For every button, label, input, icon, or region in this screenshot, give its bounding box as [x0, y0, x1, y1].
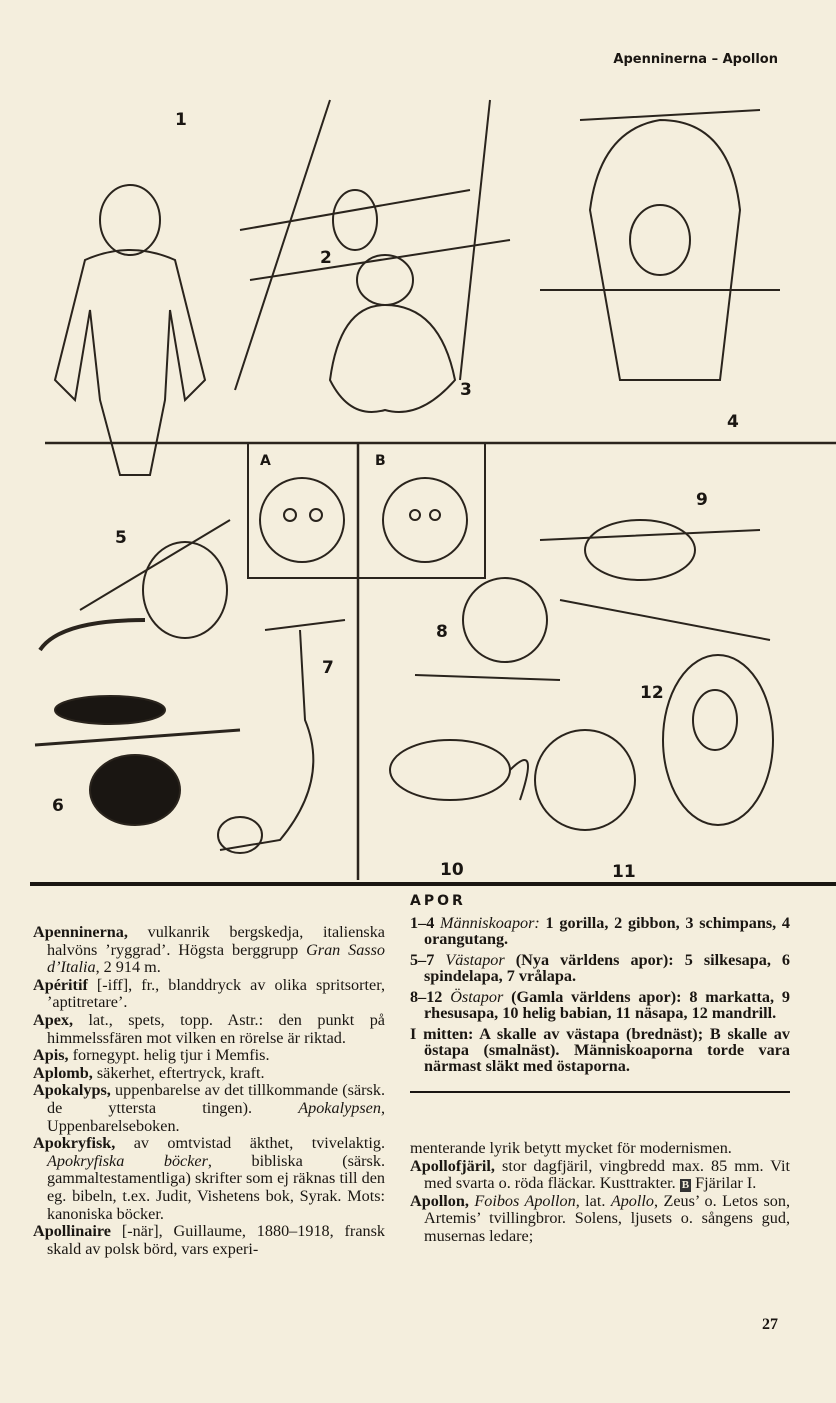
ape-drawings	[0, 80, 836, 885]
figure-label-9: 9	[696, 490, 708, 510]
caption-item: 5–7 Västapor (Nya världens apor): 5 silkesapa, 6 spindelapa, 7 vrålapa.	[410, 950, 791, 985]
chimpanzee-drawing	[330, 255, 455, 412]
figure-label-5: 5	[115, 528, 127, 548]
proboscis-monkey-drawing	[535, 730, 635, 830]
rhesus-drawing	[540, 520, 770, 640]
entry: Apokryfisk, av omtvistad äkthet, tvivelaktig. Apokryfiska böcker, bibliska (särsk. gammaltestamentliga) skrifter som ej räknas till den eg. bibeln, t.ex. Judit, Vishetens bok, Syrak. Mots: kanoniska böcker.	[33, 1134, 385, 1223]
orangutan-drawing	[540, 110, 780, 380]
marmoset-drawing	[40, 520, 230, 650]
apes-illustration	[0, 80, 836, 885]
entry: Apollon, Foibos Apollon, lat. Apollo, Zeus’ o. Letos son, Artemis’ tvillingbror. Solens, ljusets o. sångens gud, musernas ledare;	[410, 1191, 791, 1245]
entry: Aplomb, säkerhet, eftertryck, kraft.	[33, 1063, 265, 1082]
entry: Apis, fornegypt. helig tjur i Memfis.	[33, 1046, 270, 1065]
skull-a-drawing	[260, 478, 344, 562]
figure-label-a: A	[260, 453, 271, 469]
howler-monkey-drawing	[218, 620, 345, 853]
page-number: 27	[762, 1316, 778, 1333]
left-column	[33, 924, 385, 1258]
mandrill-drawing	[663, 655, 773, 825]
caption-title: APOR	[410, 893, 466, 909]
figure-label-8: 8	[436, 622, 448, 642]
running-title: Apenninerna – Apollon	[613, 52, 778, 67]
caption-item: 1–4 Människoapor: 1 gorilla, 2 gibbon, 3 schimpans, 4 orangutang.	[410, 913, 790, 948]
spider-monkey-drawing	[35, 696, 240, 825]
entry: Apollinaire [-när], Guillaume, 1880–1918, fransk skald av polsk börd, vars experi-	[33, 1222, 385, 1258]
right-column	[410, 1140, 790, 1246]
figure-label-b: B	[375, 453, 386, 469]
figure-label-2: 2	[320, 248, 332, 268]
entry: Apenninerna, vulkanrik bergskedja, italienska halvöns ’ryggrad’. Högsta berggrupp Gran Sasso d’Italia, 2 914 m.	[33, 923, 385, 977]
gorilla-drawing	[55, 185, 205, 475]
hamadryas-drawing	[390, 740, 528, 800]
figure-label-4: 4	[727, 412, 739, 432]
figure-label-12: 12	[640, 683, 664, 703]
gibbon-drawing	[235, 100, 510, 390]
entry: Apokalyps, uppenbarelse av det tillkommande (särsk. de yttersta tingen). Apokalypsen, Uppenbarelseboken.	[33, 1081, 385, 1135]
caption-item: I mitten: A skalle av västapa (brednäst); B skalle av östapa (smalnäst). Människoaporna torde vara närmast släkt med östaporna.	[410, 1024, 790, 1075]
figure-label-10: 10	[440, 860, 464, 880]
entry-continuation: menterande lyrik betytt mycket för modernismen.	[410, 1139, 732, 1157]
apor-caption-box	[410, 893, 790, 1093]
figure-label-7: 7	[322, 658, 334, 678]
entry: Apéritif [-iff], fr., blanddryck av olika spritsorter, ’aptitretare’.	[33, 975, 385, 1012]
figure-label-11: 11	[612, 862, 636, 882]
entry: Apollofjäril, stor dagfjäril, vingbredd max. 85 mm. Vit med svarta o. röda fläckar. Kusttrakter. B Fjärilar I.	[410, 1156, 790, 1193]
figure-label-3: 3	[460, 380, 472, 400]
section-rule	[30, 882, 836, 886]
figure-label-1: 1	[175, 110, 187, 130]
figure-label-6: 6	[52, 796, 64, 816]
caption-item: 8–12 Östapor (Gamla världens apor): 8 markatta, 9 rhesusapa, 10 helig babian, 11 näsapa, 12 mandrill.	[410, 987, 790, 1022]
picture-reference-icon: B	[681, 1179, 690, 1192]
skull-b-drawing	[383, 478, 467, 562]
entry: Apex, lat., spets, topp. Astr.: den punkt på himmelssfären mot vilken en rörelse är riktad.	[33, 1010, 385, 1047]
